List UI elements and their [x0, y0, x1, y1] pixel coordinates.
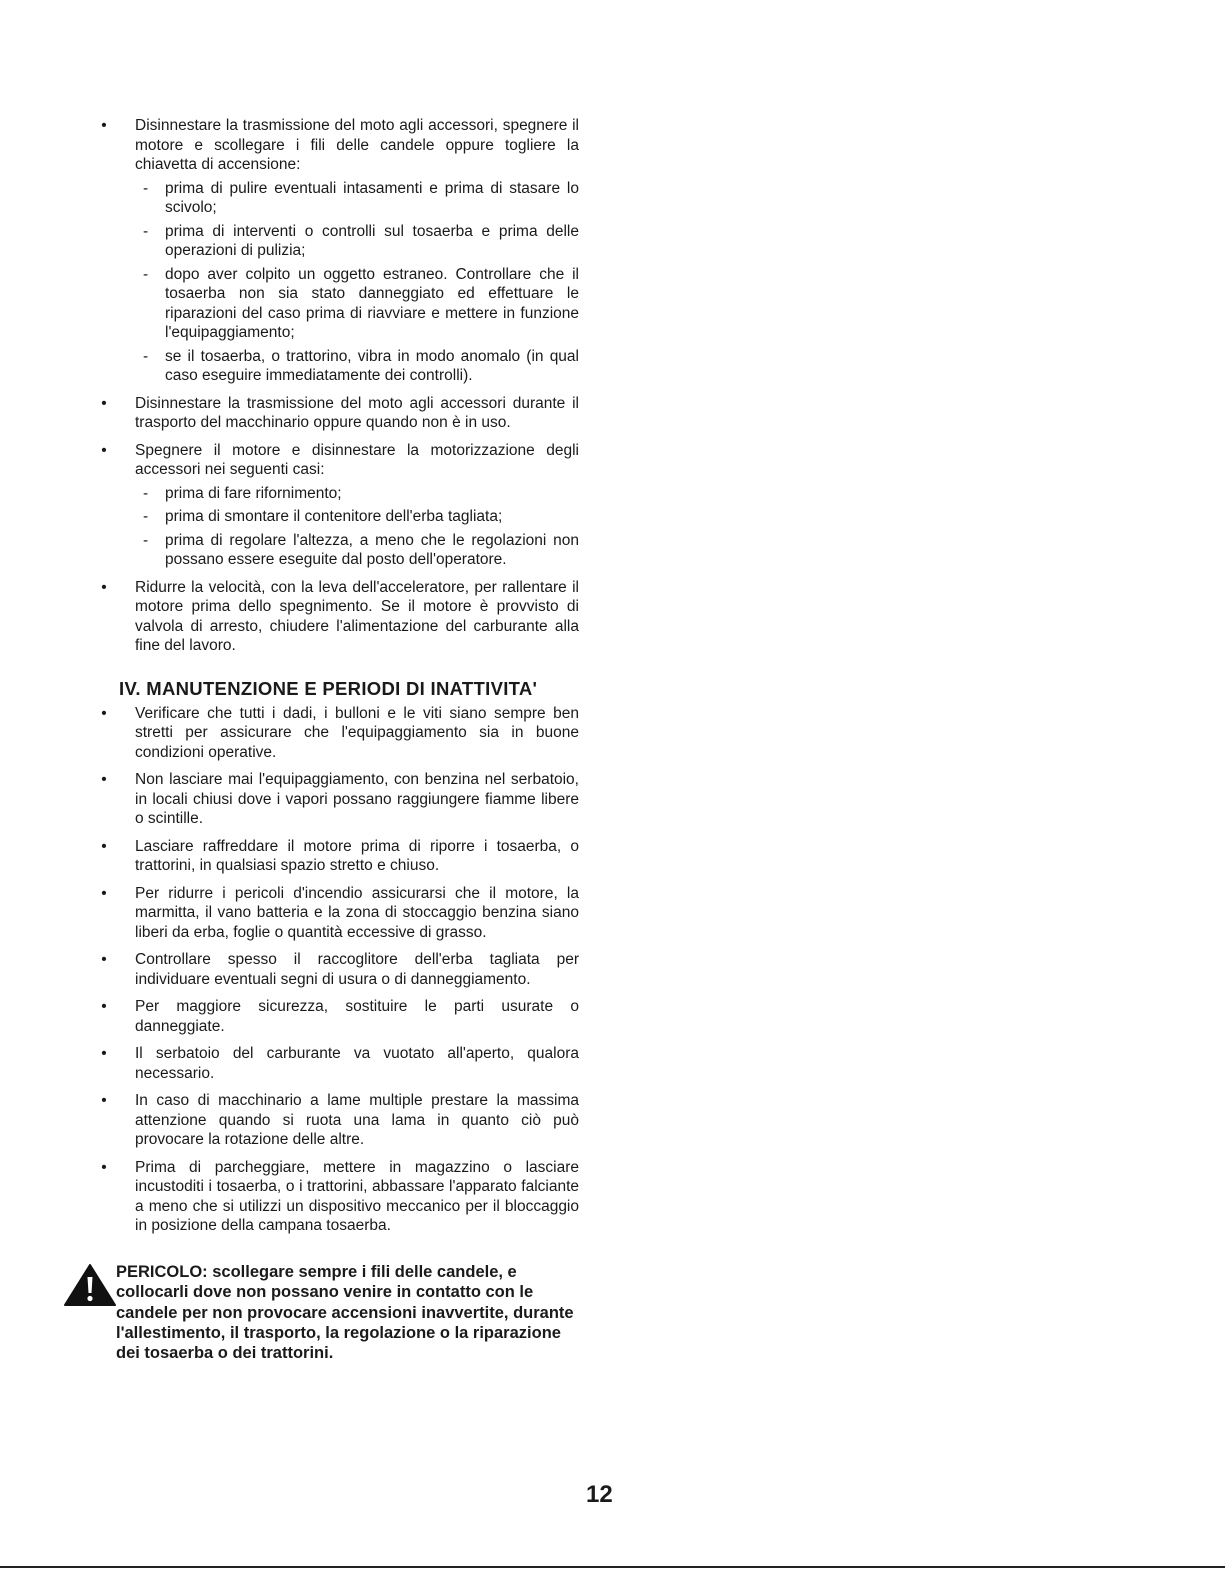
text-column [99, 116, 579, 1244]
bullet-text: Prima di parcheggiare, mettere in magazzino o lasciare incustoditi i tosaerba, o i trattorini, abbassare l'apparato falciante a meno che si utilizzi un dispositivo meccanico per il bloccaggio in posizione della campana tosaerba. [135, 1158, 579, 1234]
bullet-text: Lasciare raffreddare il motore prima di riporre i tosaerba, o trattorini, in qualsiasi spazio stretto e chiuso. [135, 837, 579, 874]
bullet-text: Per maggiore sicurezza, sostituire le parti usurate o danneggiate. [135, 998, 579, 1035]
bullet-text: Il serbatoio del carburante va vuotato all'aperto, qualora necessario. [135, 1045, 579, 1082]
bullet-icon: • [101, 884, 107, 902]
list-item [99, 116, 579, 386]
bullet-icon: • [101, 1158, 107, 1176]
sub-item [135, 265, 579, 343]
list-item [99, 1158, 579, 1236]
list-item [99, 770, 579, 829]
bullet-text: In caso di macchinario a lame multiple prestare la massima attenzione quando si ruota una lama in quanto ciò può provocare la rotazione delle altre. [135, 1092, 579, 1148]
bullet-icon: • [101, 1045, 107, 1062]
bullet-icon: • [101, 394, 107, 412]
bullet-icon: • [101, 837, 107, 855]
dash-icon: - [143, 222, 149, 240]
dash-icon: - [143, 347, 149, 365]
sub-item-text: se il tosaerba, o trattorino, vibra in modo anomalo (in qual caso eseguire immediatamente dei controlli). [165, 347, 579, 384]
bullet-text: Controllare spesso il raccoglitore dell'erba tagliata per individuare eventuali segni di usura o di danneggiamento. [135, 951, 579, 988]
section-heading: IV. MANUTENZIONE E PERIODI DI INATTIVITA' [119, 677, 538, 699]
sub-item [135, 222, 579, 261]
dash-icon: - [143, 179, 149, 197]
bullet-text: Disinnestare la trasmissione del moto agli accessori durante il trasporto del macchinario oppure quando non è in uso. [135, 394, 579, 431]
bullet-icon: • [101, 578, 107, 596]
list-item [99, 394, 579, 433]
list-item [99, 837, 579, 876]
bullet-icon: • [101, 998, 107, 1015]
danger-text: PERICOLO: scollegare sempre i fili delle candele, e collocarli dove non possano venire in contatto con le candele per non provocare accensioni inavvertite, durante l'allestimento, il trasporto, la regolazione o la riparazione dei tosaerba o dei trattorini. [116, 1263, 574, 1363]
sub-item [135, 531, 579, 570]
bullet-text: Verificare che tutti i dadi, i bulloni e le viti siano sempre ben stretti per assicurare che l'equipaggiamento sia in buone condizioni operative. [135, 704, 579, 761]
bullet-icon: • [101, 951, 107, 968]
list-item [99, 704, 579, 763]
bullet-icon: • [101, 704, 107, 722]
page-number: 12 [586, 1481, 613, 1508]
sub-item-text: prima di regolare l'altezza, a meno che le regolazioni non possano essere eseguite dal posto dell'operatore. [165, 531, 579, 568]
bullet-icon: • [101, 771, 107, 788]
bottom-rule [0, 1566, 1225, 1568]
bullet-text: Per ridurre i pericoli d'incendio assicurarsi che il motore, la marmitta, il vano batteria e la zona di stoccaggio benzina siano liberi da erba, foglie o quantità eccessive di grasso. [135, 884, 579, 941]
bullet-text: Non lasciare mai l'equipaggiamento, con benzina nel serbatoio, in locali chiusi dove i vapori possano raggiungere fiamme libere o scintille. [135, 771, 579, 827]
bullet-text: Spegnere il motore e disinnestare la motorizzazione degli accessori nei seguenti casi: [135, 441, 579, 478]
list-item [99, 1044, 579, 1083]
sub-item-text: prima di interventi o controlli sul tosaerba e prima delle operazioni di pulizia; [165, 222, 579, 259]
bullet-icon: • [101, 117, 107, 134]
sub-item [135, 347, 579, 386]
dash-icon: - [143, 531, 149, 549]
bullet-text: Disinnestare la trasmissione del moto agli accessori, spegnere il motore e scollegare i fili delle candele oppure togliere la chiavetta di accensione: [135, 117, 579, 173]
sub-item-text: prima di pulire eventuali intasamenti e prima di stasare lo scivolo; [165, 179, 579, 216]
dash-icon: - [143, 265, 149, 283]
list-item [99, 1091, 579, 1150]
dash-icon: - [143, 508, 149, 525]
list-item [99, 441, 579, 570]
warning-triangle-icon [62, 1262, 118, 1308]
list-item [99, 997, 579, 1036]
danger-notice [62, 1262, 582, 1363]
bullet-icon: • [101, 441, 107, 459]
bullet-text: Ridurre la velocità, con la leva dell'acceleratore, per rallentare il motore prima dello spegnimento. Se il motore è provvisto di valvola di arresto, chiudere l'alimentazione del carburante alla fine del lavoro. [135, 578, 579, 654]
list-item [99, 884, 579, 943]
sub-item-text: prima di smontare il contenitore dell'erba tagliata; [165, 508, 503, 525]
sub-item-text: dopo aver colpito un oggetto estraneo. Controllare che il tosaerba non sia stato danneggiato ed effettuare le riparazioni del caso prima di riavviare e mettere in funzione l'equipaggiamento; [165, 265, 579, 341]
sub-item-text: prima di fare rifornimento; [165, 484, 342, 502]
sub-item [135, 179, 579, 218]
list-item [99, 950, 579, 989]
dash-icon: - [143, 484, 149, 502]
bullet-icon: • [101, 1092, 107, 1109]
sub-item [135, 507, 579, 527]
list-item [99, 578, 579, 656]
sub-item [135, 484, 579, 504]
